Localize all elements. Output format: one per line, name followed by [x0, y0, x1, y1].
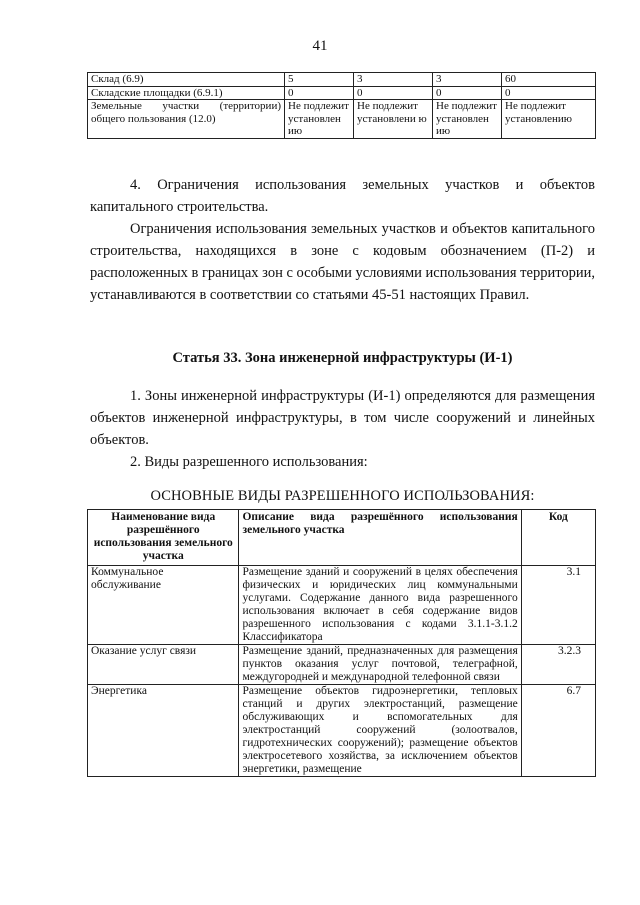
- header-description: Описание вида разрешённого использования земельного участка: [239, 510, 521, 566]
- paragraph-restrictions-item: 4. Ограничения использования земельных участков и объектов капитального строительства.: [90, 177, 595, 215]
- permitted-use-table: [87, 509, 596, 777]
- article-heading: Статья 33. Зона инженерной инфраструктуры (И-1): [172, 350, 513, 366]
- table-cell: Не подлежит установлени ю: [354, 100, 433, 139]
- table-cell: Не подлежит установлен ию: [285, 100, 354, 139]
- table-row: [88, 86, 596, 100]
- table-caption: ОСНОВНЫЕ ВИДЫ РАЗРЕШЕННОГО ИСПОЛЬЗОВАНИЯ:: [150, 488, 535, 504]
- table-cell: Складские площадки (6.9.1): [88, 86, 285, 100]
- table-cell: Не подлежит установлен ию: [433, 100, 502, 139]
- table-cell: 5: [285, 73, 354, 87]
- table-cell: Земельные участки (территории) общего пользования (12.0): [88, 100, 285, 139]
- table-row: [88, 73, 596, 87]
- table-cell: Не подлежит установлению: [502, 100, 596, 139]
- table-row: [88, 100, 596, 139]
- table-cell: 60: [502, 73, 596, 87]
- table-cell: 3: [433, 73, 502, 87]
- table-cell: Размещение зданий, предназначенных для размещения пунктов оказания услуг почтовой, телеграфной, междугородней и международной телефонной связи: [239, 645, 521, 685]
- table-cell: Оказание услуг связи: [88, 645, 239, 685]
- table-row: [88, 566, 596, 645]
- table-cell: 3.2.3: [521, 645, 595, 685]
- table-cell: 3.1: [521, 566, 595, 645]
- paragraph-restrictions-body: Ограничения использования земельных участков и объектов капитального строительства, находящихся в зоне с кодовым обозначением (П-2) и расположенных в границах зон с особыми условиями использования территории, устанавливаются в соответствии со статьями 45-51 настоящих Правил.: [90, 221, 595, 303]
- table-cell: 0: [433, 86, 502, 100]
- top-parameters-table: [87, 72, 596, 139]
- table-cell: 0: [502, 86, 596, 100]
- header-code: Код: [521, 510, 595, 566]
- page-number: 41: [312, 38, 328, 54]
- table-header-row: [88, 510, 596, 566]
- table-cell: Размещение объектов гидроэнергетики, тепловых станций и других электростанций, размещение обслуживающих и вспомогательных для электростанций сооружений (золоотвалов, гидротехнических сооружений); размещение объектов электросетевого хозяйства, за исключением объектов энергетики, размещение: [239, 685, 521, 777]
- table-cell: Склад (6.9): [88, 73, 285, 87]
- table-row: [88, 685, 596, 777]
- table-row: [88, 645, 596, 685]
- paragraph-use-types: 2. Виды разрешенного использования:: [130, 454, 368, 470]
- table-cell: 0: [285, 86, 354, 100]
- table-cell: Размещение зданий и сооружений в целях обеспечения физических и юридических лиц коммунальными услугами. Содержание данного вида разрешенного использования включает в себя содержание видов разрешенного использования с кодами 3.1.1-3.1.2 Классификатора: [239, 566, 521, 645]
- table-cell: Энергетика: [88, 685, 239, 777]
- table-cell: Коммунальное обслуживание: [88, 566, 239, 645]
- paragraph-zone-purpose: 1. Зоны инженерной инфраструктуры (И-1) определяются для размещения объектов инженерной инфраструктуры, в том числе сооружений и линейных объектов.: [90, 388, 595, 448]
- table-cell: 0: [354, 86, 433, 100]
- table-cell: 3: [354, 73, 433, 87]
- table-cell: 6.7: [521, 685, 595, 777]
- header-name: Наименование вида разрешённого использования земельного участка: [88, 510, 239, 566]
